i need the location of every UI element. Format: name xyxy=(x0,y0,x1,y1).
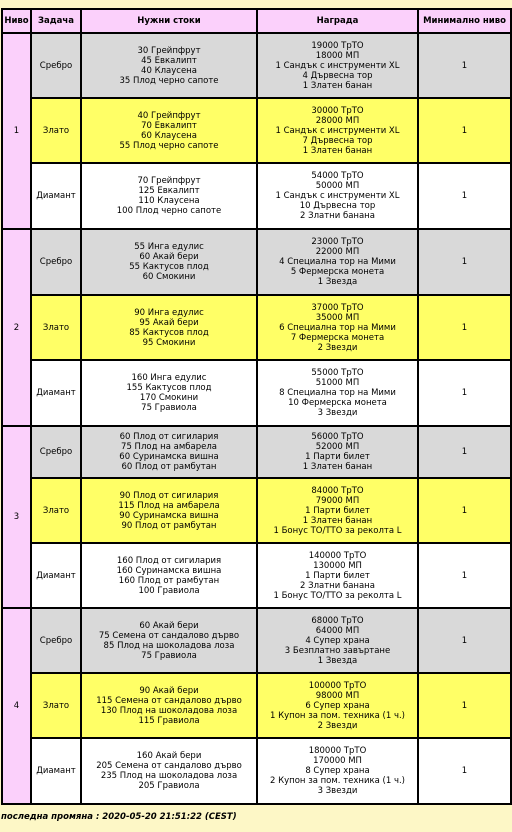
reward-line: 2 Купон за пом. техника (1 ч.) xyxy=(270,776,405,786)
quest-body xyxy=(2,33,511,804)
reward-line: 1 Сандък с инструменти XL xyxy=(275,191,400,201)
goods-cell xyxy=(81,33,257,98)
reward-line: 2 Златни банана xyxy=(300,211,375,221)
reward-line: 6 Супер храна xyxy=(305,700,370,711)
goods-line: 160 Плод от рамбутан xyxy=(118,575,220,586)
header-reward: Награда xyxy=(257,9,418,33)
goods-line: 70 Евкалипт xyxy=(141,120,197,131)
goods-line: 235 Плод на шоколадова лоза xyxy=(100,771,238,781)
min-level-cell: 1 xyxy=(418,98,511,163)
reward-line: 4 Супер храна xyxy=(305,635,370,646)
reward-line: 6 Специална тор на Мими xyxy=(279,322,396,333)
goods-line: 115 Плод на амбарела xyxy=(118,500,220,511)
goods-cell xyxy=(81,163,257,229)
reward-cell xyxy=(257,98,418,163)
reward-line: 130000 МП xyxy=(313,560,362,571)
reward-line: 1 Звезда xyxy=(317,655,358,666)
min-level-cell: 1 xyxy=(418,738,511,804)
last-modified: последна промяна : 2020-05-20 21:51:22 (CEST) xyxy=(1,812,237,822)
goods-line: 205 Семена от сандалово дърво xyxy=(96,761,242,771)
reward-line: 1 Парти билет xyxy=(305,505,370,516)
reward-line: 170000 МП xyxy=(313,756,362,766)
task-cell: Сребро xyxy=(31,608,81,673)
table-row xyxy=(2,33,511,98)
task-cell: Злато xyxy=(31,478,81,543)
task-cell: Диамант xyxy=(31,360,81,426)
table-row xyxy=(2,608,511,673)
table-row xyxy=(2,295,511,360)
reward-line: 3 Звезди xyxy=(317,408,358,418)
reward-cell xyxy=(257,478,418,543)
reward-line: 51000 МП xyxy=(315,378,360,388)
reward-line: 8 Супер храна xyxy=(305,766,370,776)
table-row xyxy=(2,738,511,804)
reward-line: 52000 МП xyxy=(315,442,360,452)
goods-line: 95 Смокини xyxy=(142,337,196,348)
goods-line: 160 Акай бери xyxy=(136,751,202,761)
reward-cell xyxy=(257,360,418,426)
goods-line: 85 Плод на шоколадова лоза xyxy=(103,640,235,651)
reward-line: 7 Фермерска монета xyxy=(290,332,385,343)
level-cell: 3 xyxy=(2,426,31,608)
reward-cell xyxy=(257,608,418,673)
task-cell: Злато xyxy=(31,98,81,163)
table-row xyxy=(2,426,511,478)
min-level-cell: 1 xyxy=(418,163,511,229)
min-level-cell: 1 xyxy=(418,426,511,478)
task-cell: Диамант xyxy=(31,738,81,804)
goods-cell xyxy=(81,426,257,478)
task-cell: Злато xyxy=(31,673,81,738)
goods-line: 115 Семена от сандалово дърво xyxy=(96,695,242,706)
goods-line: 75 Гравиола xyxy=(141,650,197,661)
reward-line: 100000 ТрТО xyxy=(308,680,367,691)
goods-line: 75 Гравиола xyxy=(141,403,197,413)
goods-line: 130 Плод на шоколадова лоза xyxy=(100,705,238,716)
goods-line: 100 Гравиола xyxy=(138,585,200,596)
table-row xyxy=(2,98,511,163)
goods-cell xyxy=(81,295,257,360)
goods-line: 60 Суринамска вишна xyxy=(119,452,219,462)
header-min-level: Минимално ниво xyxy=(418,9,511,33)
reward-line: 1 Парти билет xyxy=(305,452,370,462)
reward-cell xyxy=(257,426,418,478)
goods-line: 90 Акай бери xyxy=(139,685,199,696)
reward-line: 10 Фермерска монета xyxy=(288,398,387,408)
table-row xyxy=(2,543,511,608)
min-level-cell: 1 xyxy=(418,360,511,426)
reward-line: 56000 ТрТО xyxy=(311,432,364,442)
goods-line: 60 Акай бери xyxy=(139,252,199,262)
goods-cell xyxy=(81,360,257,426)
reward-line: 180000 ТрТО xyxy=(308,746,367,756)
task-cell: Сребро xyxy=(31,426,81,478)
table-row xyxy=(2,478,511,543)
goods-line: 100 Плод черно сапоте xyxy=(116,206,222,216)
level-cell: 4 xyxy=(2,608,31,804)
reward-line: 2 Златни банана xyxy=(300,580,375,591)
reward-line: 84000 ТрТО xyxy=(311,485,364,496)
reward-cell xyxy=(257,295,418,360)
goods-line: 75 Семена от сандалово дърво xyxy=(98,630,240,641)
reward-line: 18000 МП xyxy=(315,50,360,61)
table-row xyxy=(2,229,511,295)
table-row xyxy=(2,360,511,426)
goods-line: 30 Грейпфрут xyxy=(137,45,201,56)
goods-line: 40 Грейпфрут xyxy=(137,110,201,121)
goods-cell xyxy=(81,608,257,673)
goods-line: 40 Клаусена xyxy=(141,65,197,76)
reward-line: 64000 МП xyxy=(315,625,360,636)
reward-line: 1 Парти билет xyxy=(305,570,370,581)
goods-cell xyxy=(81,478,257,543)
goods-line: 75 Плод на амбарела xyxy=(121,442,217,452)
reward-line: 54000 ТрТО xyxy=(311,171,364,181)
reward-line: 1 Звезда xyxy=(317,277,358,287)
header-level: Ниво xyxy=(2,9,31,33)
goods-line: 90 Плод от сигилария xyxy=(119,490,219,501)
goods-line: 90 Плод от рамбутан xyxy=(121,520,217,531)
goods-line: 205 Гравиола xyxy=(138,781,200,791)
table-row xyxy=(2,673,511,738)
reward-line: 2 Звезди xyxy=(317,720,358,731)
reward-line: 50000 МП xyxy=(315,181,360,191)
reward-line: 140000 ТрТО xyxy=(308,550,367,561)
reward-line: 1 Златен банан xyxy=(302,80,373,91)
goods-line: 90 Инга едулис xyxy=(134,307,204,318)
reward-line: 68000 ТрТО xyxy=(311,615,364,626)
reward-line: 37000 ТрТО xyxy=(311,302,364,313)
goods-line: 155 Кактусов плод xyxy=(126,383,212,393)
goods-line: 95 Акай бери xyxy=(139,317,199,328)
header-task: Задача xyxy=(31,9,81,33)
reward-line: 10 Дървесна тор xyxy=(299,201,376,211)
reward-line: 79000 МП xyxy=(315,495,360,506)
level-cell: 1 xyxy=(2,33,31,229)
goods-line: 60 Акай бери xyxy=(139,620,199,631)
min-level-cell: 1 xyxy=(418,608,511,673)
goods-line: 60 Клаусена xyxy=(141,130,197,141)
reward-cell xyxy=(257,543,418,608)
goods-cell xyxy=(81,738,257,804)
reward-line: 1 Бонус ТО/ТТО за реколта L xyxy=(273,590,402,601)
goods-line: 170 Смокини xyxy=(139,393,199,403)
min-level-cell: 1 xyxy=(418,478,511,543)
reward-line: 3 Безплатно завъртане xyxy=(284,645,391,656)
task-cell: Злато xyxy=(31,295,81,360)
reward-line: 1 Купон за пом. техника (1 ч.) xyxy=(270,710,405,721)
reward-line: 98000 МП xyxy=(315,690,360,701)
goods-line: 35 Плод черно сапоте xyxy=(119,75,219,86)
reward-line: 28000 МП xyxy=(315,115,360,126)
reward-line: 1 Златен банан xyxy=(302,462,373,472)
min-level-cell: 1 xyxy=(418,33,511,98)
reward-line: 4 Специална тор на Мими xyxy=(279,257,396,267)
goods-line: 110 Клаусена xyxy=(138,196,200,206)
goods-line: 125 Евкалипт xyxy=(138,186,200,196)
reward-line: 1 Сандък с инструменти XL xyxy=(275,125,400,136)
reward-cell xyxy=(257,33,418,98)
goods-line: 45 Евкалипт xyxy=(141,55,197,66)
goods-line: 55 Инга едулис xyxy=(134,242,204,252)
goods-cell xyxy=(81,673,257,738)
task-cell: Сребро xyxy=(31,229,81,295)
reward-line: 23000 ТрТО xyxy=(311,237,364,247)
goods-line: 70 Грейпфрут xyxy=(137,176,201,186)
reward-line: 19000 ТрТО xyxy=(311,40,364,51)
reward-line: 8 Специална тор на Мими xyxy=(279,388,396,398)
level-cell: 2 xyxy=(2,229,31,426)
reward-line: 1 Сандък с инструменти XL xyxy=(275,60,400,71)
reward-line: 1 Бонус ТО/ТТО за реколта L xyxy=(273,525,402,536)
reward-line: 3 Звезди xyxy=(317,786,358,796)
goods-line: 90 Суринамска вишна xyxy=(119,510,219,521)
reward-line: 35000 МП xyxy=(315,312,360,323)
min-level-cell: 1 xyxy=(418,673,511,738)
reward-line: 5 Фермерска монета xyxy=(290,267,385,277)
goods-cell xyxy=(81,229,257,295)
reward-line: 1 Златен банан xyxy=(302,145,373,156)
header-row xyxy=(2,9,511,33)
reward-line: 4 Дървесна тор xyxy=(302,70,373,81)
reward-line: 22000 МП xyxy=(315,247,360,257)
goods-cell xyxy=(81,98,257,163)
goods-line: 160 Инга едулис xyxy=(131,373,207,383)
reward-cell xyxy=(257,738,418,804)
min-level-cell: 1 xyxy=(418,229,511,295)
reward-line: 30000 ТрТО xyxy=(311,105,364,116)
reward-line: 2 Звезди xyxy=(317,342,358,353)
task-cell: Диамант xyxy=(31,163,81,229)
goods-line: 55 Плод черно сапоте xyxy=(119,140,219,151)
goods-line: 160 Суринамска вишна xyxy=(116,565,222,576)
quest-table xyxy=(1,8,512,805)
goods-line: 60 Плод от рамбутан xyxy=(121,462,217,472)
min-level-cell: 1 xyxy=(418,543,511,608)
goods-line: 85 Кактусов плод xyxy=(129,327,209,338)
goods-line: 60 Плод от сигилария xyxy=(119,432,219,442)
reward-cell xyxy=(257,163,418,229)
task-cell: Сребро xyxy=(31,33,81,98)
min-level-cell: 1 xyxy=(418,295,511,360)
table-row xyxy=(2,163,511,229)
reward-line: 7 Дървесна тор xyxy=(302,135,373,146)
reward-cell xyxy=(257,673,418,738)
goods-line: 160 Плод от сигилария xyxy=(116,555,222,566)
reward-line: 55000 ТрТО xyxy=(311,368,364,378)
goods-line: 60 Смокини xyxy=(142,272,196,282)
task-cell: Диамант xyxy=(31,543,81,608)
reward-line: 1 Златен банан xyxy=(302,515,373,526)
reward-cell xyxy=(257,229,418,295)
goods-cell xyxy=(81,543,257,608)
header-goods: Нужни стоки xyxy=(81,9,257,33)
goods-line: 115 Гравиола xyxy=(138,715,200,726)
goods-line: 55 Кактусов плод xyxy=(129,262,209,272)
